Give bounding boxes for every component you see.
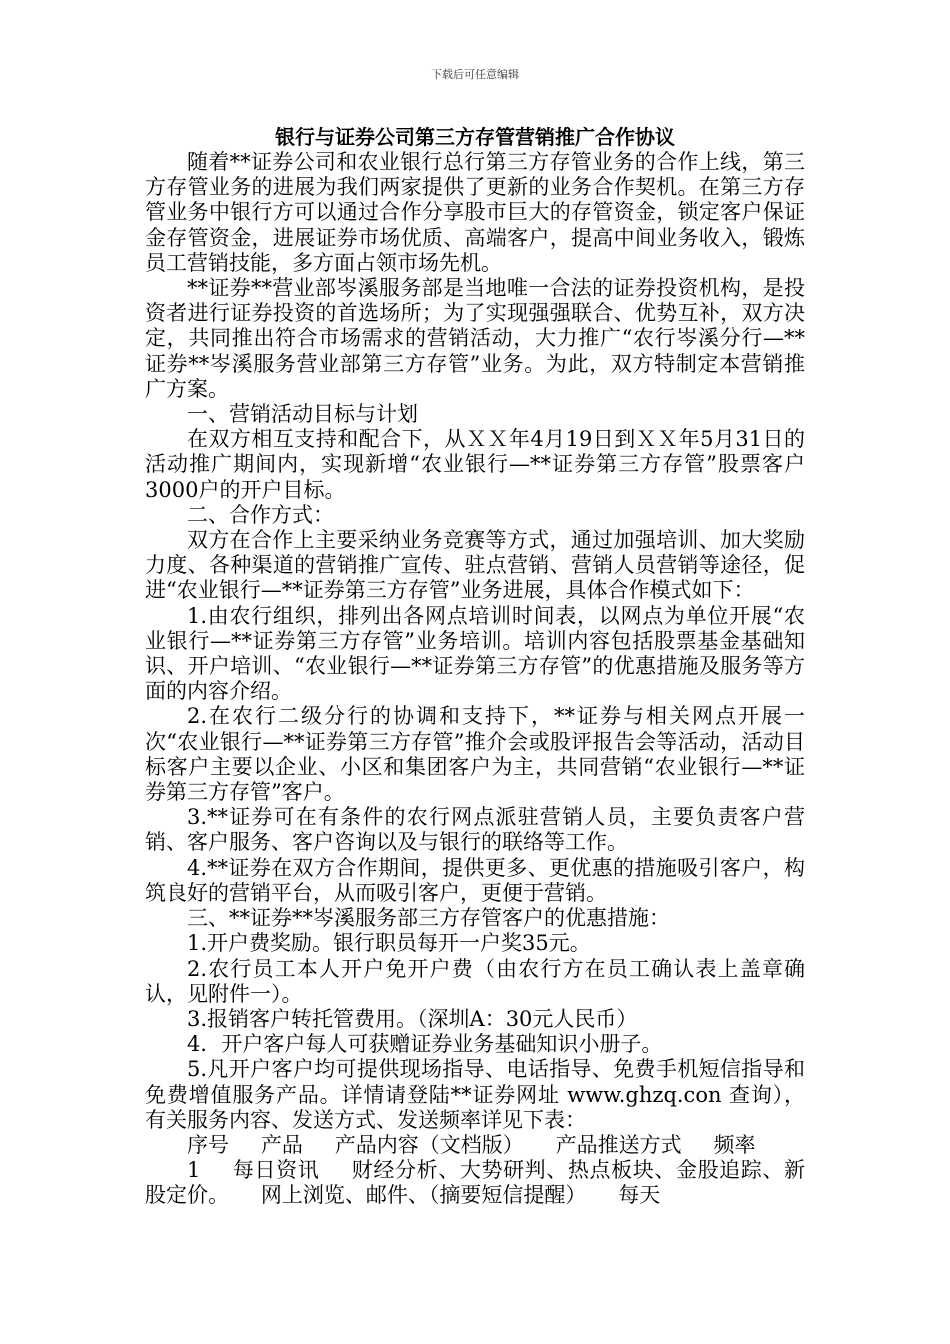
document-body	[145, 150, 805, 1209]
paragraph: 双方在合作上主要采纳业务竞赛等方式，通过加强培训、加大奖励力度、各种渠道的营销推广宣传、驻点营销、营销人员营销等途径，促进“农业银行—**证券第三方存管”业务进展，具体合作模式如下：	[145, 528, 805, 603]
table-header-cell: 序号	[187, 1132, 229, 1157]
table-cell: 财经分析、大势研判、热点板块、金股追踪、新股定价。	[145, 1158, 806, 1208]
list-item: 2.在农行二级分行的协调和支持下，**证券与相关网点开展一次“农业银行—**证券第三方存管”推介会或股评报告会等活动，活动目标客户主要以企业、小区和集团客户为主，共同营销“农业银行—**证券第三方存管”客户。	[145, 704, 805, 805]
list-item: 4.**证券在双方合作期间，提供更多、更优惠的措施吸引客户，构筑良好的营销平台，从而吸引客户，更便于营销。	[145, 855, 805, 905]
paragraph: 在双方相互支持和配合下，从ＸＸ年4月19日到ＸＸ年5月31日的活动推广期间内，实现新增“农业银行—**证券第三方存管”股票客户3000户的开户目标。	[145, 427, 805, 502]
table-header-cell: 频率	[713, 1132, 756, 1157]
list-item: 5.凡开户客户均可提供现场指导、电话指导、免费手机短信指导和免费增值服务产品。详情请登陆**证券网址 www.ghzq.con 查询），有关服务内容、发送方式、发送频率详见下表：	[145, 1057, 805, 1132]
table-header-row	[145, 1133, 805, 1158]
watermark-text: 下载后可任意编辑	[431, 68, 519, 81]
list-item: 1.开户费奖励。银行职员每开一户奖35元。	[187, 931, 591, 956]
list-item: 3.**证券可在有条件的农行网点派驻营销人员，主要负责客户营销、客户服务、客户咨询以及与银行的联络等工作。	[145, 805, 805, 855]
table-cell: 1	[187, 1158, 201, 1183]
list-item: 4．开户客户每人可获赠证券业务基础知识小册子。	[187, 1032, 663, 1057]
document-title: 银行与证券公司第三方存管营销推广合作协议	[275, 125, 675, 149]
section-heading: 二、合作方式：	[187, 502, 334, 527]
paragraph: 随着**证券公司和农业银行总行第三方存管业务的合作上线，第三方存管业务的进展为我们两家提供了更新的业务合作契机。在第三方存管业务中银行方可以通过合作分享股市巨大的存管资金，锁定客户保证金存管资金，进展证券市场优质、高端客户，提高中间业务收入，锻炼员工营销技能，多方面占领市场先机。	[145, 150, 805, 275]
table-cell: 每天	[618, 1183, 661, 1208]
list-item: 3.报销客户转托管费用。（深圳A：30元人民币）	[187, 1006, 638, 1031]
table-header-cell: 产品推送方式	[555, 1132, 682, 1157]
table-cell: 每日资讯	[232, 1158, 320, 1183]
section-heading: 三、**证券**岑溪服务部三方存管客户的优惠措施：	[187, 906, 670, 931]
list-item: 1.由农行组织，排列出各网点培训时间表，以网点为单位开展“农业银行—**证券第三方存管”业务培训。培训内容包括股票基金基础知识、开户培训、“农业银行—**证券第三方存管”的优惠措施及服务等方面的内容介绍。	[145, 603, 805, 704]
table-header-cell: 产品内容（文档版）	[334, 1132, 524, 1157]
list-item: 2.农行员工本人开户免开户费（由农行方在员工确认表上盖章确认，见附件一）。	[145, 956, 805, 1006]
table-cell: 网上浏览、邮件、（摘要短信提醒）	[260, 1183, 587, 1208]
paragraph: **证券**营业部岑溪服务部是当地唯一合法的证券投资机构，是投资者进行证券投资的首选场所；为了实现强强联合、优势互补，双方决定，共同推出符合市场需求的营销活动，大力推广“农行岑溪分行—**证券**岑溪服务营业部第三方存管”业务。为此，双方特制定本营销推广方案。	[145, 276, 805, 401]
table-header-cell: 产品	[260, 1132, 303, 1157]
table-row	[145, 1158, 805, 1208]
section-heading: 一、营销活动目标与计划	[187, 402, 418, 427]
